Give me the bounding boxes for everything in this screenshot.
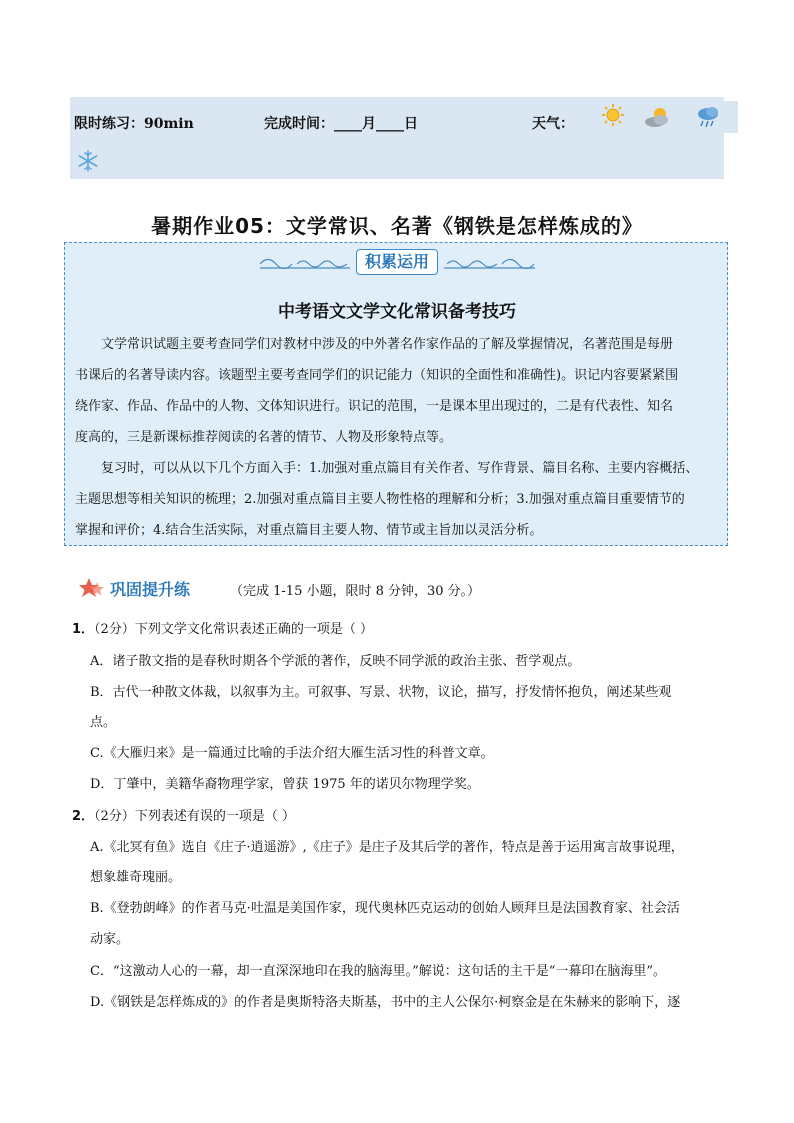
accumulate-paragraph bbox=[75, 453, 721, 546]
text-line: 文学常识试题主要考查同学们对教材中涉及的中外著名作家作品的了解及掌握情况，名著范围是每册 bbox=[101, 337, 674, 352]
question-stem bbox=[72, 805, 295, 824]
time-limit: 限时练习：90min bbox=[74, 116, 194, 132]
snowflake-icon[interactable] bbox=[76, 149, 100, 173]
option-c: C．“这激动人心的一幕，却一直深深地印在我的脑海里。”解说：这句话的主干是“一幕印在脑海里”。 bbox=[90, 964, 667, 979]
sun-cloud-icon[interactable] bbox=[643, 105, 673, 129]
option-b: B．古代一种散文体裁，以叙事为主。可叙事、写景、状物，议论，描写，抒发情怀抱负，阐述某些观 bbox=[90, 685, 672, 700]
option-b-continued: 点。 bbox=[90, 715, 117, 730]
accumulate-subtitle: 中考语文文学文化常识备考技巧 bbox=[278, 302, 516, 322]
question-number: 2． bbox=[72, 809, 95, 824]
accumulate-box bbox=[64, 242, 728, 546]
question-text: （2分）下列表述有误的一项是（ ） bbox=[94, 809, 295, 824]
option-b-continued: 动家。 bbox=[90, 932, 130, 947]
weather-label: 天气： bbox=[532, 116, 574, 132]
question-text: （2分）下列文学文化常识表述正确的一项是（ ） bbox=[94, 622, 373, 637]
text-line: 绕作家、作品、作品中的人物、文体知识进行。识记的范围，一是课本里出现过的，二是有代表性、知名 bbox=[75, 399, 674, 414]
text-line: 主题思想等相关知识的梳理；2.加强对重点篇目主要人物性格的理解和分析；3.加强对重点篇目重要情节的 bbox=[75, 492, 685, 507]
option-a: A．诸子散文指的是春秋时期各个学派的著作，反映不同学派的政治主张、哲学观点。 bbox=[90, 654, 581, 669]
option-a: A.《北冥有鱼》选自《庄子·逍遥游》,《庄子》是庄子及其后学的著作，特点是善于运用寓言故事说理， bbox=[90, 840, 684, 855]
star-icon bbox=[78, 577, 106, 601]
question-stem bbox=[72, 618, 373, 637]
option-c: C.《大雁归来》是一篇通过比喻的手法介绍大雁生活习性的科普文章。 bbox=[90, 746, 494, 761]
text-line: 复习时，可以从以下几个方面入手：1.加强对重点篇目有关作者、写作背景、篇目名称、主要内容概括、 bbox=[101, 461, 699, 476]
question-number: 1． bbox=[72, 622, 95, 637]
section-note: （完成 1-15 小题，限时 8 分钟，30 分。） bbox=[230, 584, 481, 599]
header-bar bbox=[70, 97, 724, 179]
accumulate-paragraph bbox=[75, 329, 721, 453]
header-tab bbox=[720, 101, 738, 133]
page-title: 暑期作业05：文学常识、名著《钢铁是怎样炼成的》 bbox=[151, 214, 643, 238]
rain-icon[interactable] bbox=[696, 104, 722, 130]
section-title: 巩固提升练 bbox=[110, 580, 191, 599]
text-line: 度高的，三是新课标推荐阅读的名著的情节、人物及形象特点等。 bbox=[75, 430, 453, 445]
sun-icon[interactable] bbox=[601, 103, 625, 127]
text-line: 掌握和评价；4.结合生活实际，对重点篇目主要人物、情节或主旨加以灵活分析。 bbox=[75, 523, 543, 538]
option-a-continued: 想象雄奇瑰丽。 bbox=[90, 870, 182, 885]
completion-date: 完成时间：____月____日 bbox=[264, 116, 418, 132]
text-line: 书课后的名著导读内容。该题型主要考查同学们的识记能力（知识的全面性和准确性)。识记内容要紧紧围 bbox=[75, 368, 679, 383]
option-b: B.《登勃朗峰》的作者马克·吐温是美国作家，现代奥林匹克运动的创始人顾拜旦是法国教育家、社会活 bbox=[90, 901, 680, 916]
option-d: D.《钢铁是怎样炼成的》的作者是奥斯特洛夫斯基，书中的主人公保尔·柯察金是在朱赫来的影响下，逐 bbox=[90, 995, 681, 1010]
option-d: D．丁肇中，美籍华裔物理学家，曾获 1975 年的诺贝尔物理学奖。 bbox=[90, 777, 480, 792]
accumulate-body bbox=[75, 329, 721, 546]
accumulate-badge: 积累运用 bbox=[356, 249, 438, 275]
